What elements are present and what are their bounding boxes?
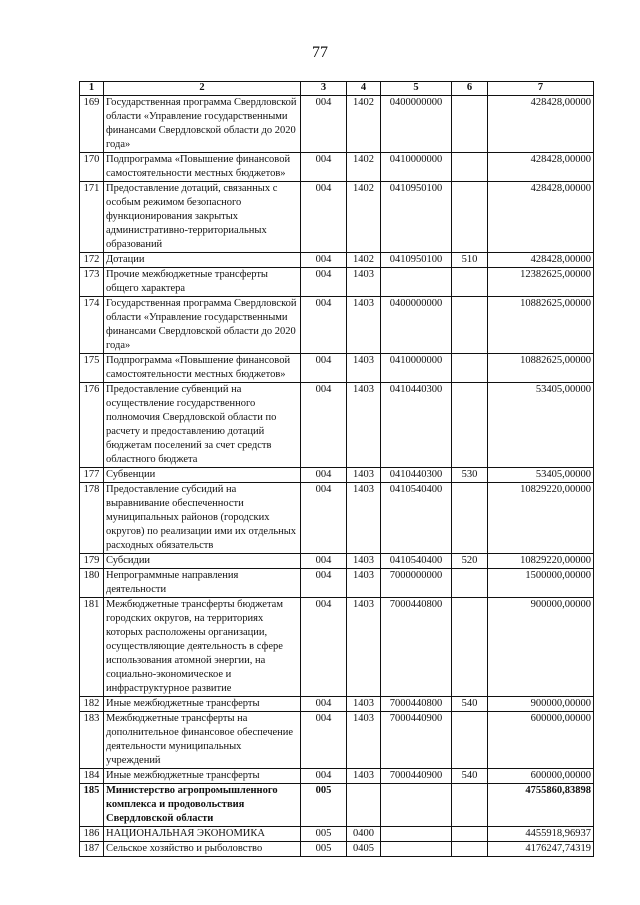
table-row bbox=[80, 554, 594, 569]
row-column-4: 1403 bbox=[347, 554, 381, 569]
row-column-3: 004 bbox=[301, 96, 347, 153]
row-sum: 428428,00000 bbox=[488, 182, 594, 253]
table-row bbox=[80, 784, 594, 827]
budget-table bbox=[79, 81, 594, 857]
row-column-6 bbox=[452, 598, 488, 697]
row-column-3: 004 bbox=[301, 354, 347, 383]
table-row bbox=[80, 182, 594, 253]
row-column-4: 1403 bbox=[347, 598, 381, 697]
row-name: Прочие межбюджетные трансферты общего характера bbox=[104, 268, 301, 297]
row-name: Предоставление субвенций на осуществление государственного полномочия Свердловской области по расчету и предоставлению дотаций бюджетам поселений за счет средств областного бюджета bbox=[104, 383, 301, 468]
row-column-6 bbox=[452, 268, 488, 297]
row-column-5: 0400000000 bbox=[381, 96, 452, 153]
row-column-4 bbox=[347, 784, 381, 827]
row-number: 171 bbox=[80, 182, 104, 253]
row-sum: 4455918,96937 bbox=[488, 827, 594, 842]
row-name: Сельское хозяйство и рыболовство bbox=[104, 842, 301, 857]
row-number: 182 bbox=[80, 697, 104, 712]
row-sum: 10829220,00000 bbox=[488, 483, 594, 554]
table-row bbox=[80, 483, 594, 554]
row-column-4: 1403 bbox=[347, 468, 381, 483]
row-number: 169 bbox=[80, 96, 104, 153]
row-number: 185 bbox=[80, 784, 104, 827]
table-row bbox=[80, 96, 594, 153]
column-header-7: 7 bbox=[488, 82, 594, 96]
row-name: Межбюджетные трансферты бюджетам городских округов, на территориях которых расположены организации, осуществляющие деятельность в сфере использования атомной энергии, на социально-экономическое и инфраструктурное развитие bbox=[104, 598, 301, 697]
row-number: 180 bbox=[80, 569, 104, 598]
column-header-6: 6 bbox=[452, 82, 488, 96]
row-sum: 428428,00000 bbox=[488, 153, 594, 182]
row-sum: 428428,00000 bbox=[488, 96, 594, 153]
table-row bbox=[80, 297, 594, 354]
column-header-4: 4 bbox=[347, 82, 381, 96]
row-column-4: 1402 bbox=[347, 96, 381, 153]
table-row bbox=[80, 253, 594, 268]
header-row bbox=[80, 82, 594, 96]
row-column-5: 0410000000 bbox=[381, 354, 452, 383]
row-column-5: 0410950100 bbox=[381, 182, 452, 253]
row-column-5: 0410000000 bbox=[381, 153, 452, 182]
table-body bbox=[80, 96, 594, 857]
row-column-6 bbox=[452, 483, 488, 554]
row-column-3: 005 bbox=[301, 827, 347, 842]
row-sum: 4755860,83898 bbox=[488, 784, 594, 827]
row-column-4: 1403 bbox=[347, 483, 381, 554]
row-column-4: 1403 bbox=[347, 712, 381, 769]
row-column-3: 004 bbox=[301, 253, 347, 268]
row-column-6 bbox=[452, 383, 488, 468]
column-header-5: 5 bbox=[381, 82, 452, 96]
row-column-4: 1402 bbox=[347, 182, 381, 253]
row-sum: 1500000,00000 bbox=[488, 569, 594, 598]
row-number: 181 bbox=[80, 598, 104, 697]
row-column-6 bbox=[452, 712, 488, 769]
row-column-6 bbox=[452, 569, 488, 598]
row-column-6 bbox=[452, 182, 488, 253]
row-column-6: 510 bbox=[452, 253, 488, 268]
row-column-4: 1402 bbox=[347, 153, 381, 182]
row-column-5: 0410540400 bbox=[381, 554, 452, 569]
row-column-4: 1403 bbox=[347, 769, 381, 784]
row-number: 179 bbox=[80, 554, 104, 569]
row-name: Иные межбюджетные трансферты bbox=[104, 769, 301, 784]
row-column-5: 0400000000 bbox=[381, 297, 452, 354]
row-name: Подпрограмма «Повышение финансовой самостоятельности местных бюджетов» bbox=[104, 153, 301, 182]
row-column-4: 0400 bbox=[347, 827, 381, 842]
table-row bbox=[80, 268, 594, 297]
row-column-4: 0405 bbox=[347, 842, 381, 857]
row-column-6: 540 bbox=[452, 697, 488, 712]
row-column-3: 004 bbox=[301, 712, 347, 769]
table-row bbox=[80, 697, 594, 712]
row-column-5: 0410440300 bbox=[381, 468, 452, 483]
row-sum: 4176247,74319 bbox=[488, 842, 594, 857]
row-number: 187 bbox=[80, 842, 104, 857]
table-row bbox=[80, 354, 594, 383]
row-column-4: 1403 bbox=[347, 354, 381, 383]
row-column-5: 0410950100 bbox=[381, 253, 452, 268]
table-row bbox=[80, 827, 594, 842]
row-sum: 600000,00000 bbox=[488, 712, 594, 769]
row-number: 173 bbox=[80, 268, 104, 297]
row-column-4: 1402 bbox=[347, 253, 381, 268]
row-column-6: 540 bbox=[452, 769, 488, 784]
row-number: 178 bbox=[80, 483, 104, 554]
row-name: Межбюджетные трансферты на дополнительное финансовое обеспечение деятельности муниципальных учреждений bbox=[104, 712, 301, 769]
row-sum: 10882625,00000 bbox=[488, 354, 594, 383]
row-column-3: 004 bbox=[301, 598, 347, 697]
row-column-5: 7000440900 bbox=[381, 769, 452, 784]
row-number: 183 bbox=[80, 712, 104, 769]
row-number: 177 bbox=[80, 468, 104, 483]
row-column-3: 004 bbox=[301, 153, 347, 182]
row-column-5: 0410540400 bbox=[381, 483, 452, 554]
row-column-3: 004 bbox=[301, 182, 347, 253]
row-column-3: 004 bbox=[301, 697, 347, 712]
row-sum: 900000,00000 bbox=[488, 697, 594, 712]
row-column-5: 7000440900 bbox=[381, 712, 452, 769]
table-row bbox=[80, 383, 594, 468]
table-row bbox=[80, 598, 594, 697]
row-column-5 bbox=[381, 827, 452, 842]
row-sum: 600000,00000 bbox=[488, 769, 594, 784]
row-column-3: 004 bbox=[301, 554, 347, 569]
table-row bbox=[80, 468, 594, 483]
row-column-3: 004 bbox=[301, 569, 347, 598]
row-column-3: 005 bbox=[301, 842, 347, 857]
row-column-5 bbox=[381, 268, 452, 297]
row-sum: 900000,00000 bbox=[488, 598, 594, 697]
row-column-6: 520 bbox=[452, 554, 488, 569]
column-header-3: 3 bbox=[301, 82, 347, 96]
table-header bbox=[80, 82, 594, 96]
row-name: Государственная программа Свердловской области «Управление государственными финансами Свердловской области до 2020 года» bbox=[104, 96, 301, 153]
row-column-3: 004 bbox=[301, 769, 347, 784]
row-name: Министерство агропромышленного комплекса и продовольствия Свердловской области bbox=[104, 784, 301, 827]
row-sum: 12382625,00000 bbox=[488, 268, 594, 297]
row-number: 174 bbox=[80, 297, 104, 354]
row-column-6 bbox=[452, 297, 488, 354]
row-name: Непрограммные направления деятельности bbox=[104, 569, 301, 598]
row-sum: 53405,00000 bbox=[488, 383, 594, 468]
page-number: 77 bbox=[312, 44, 328, 61]
table-row bbox=[80, 712, 594, 769]
row-sum: 10829220,00000 bbox=[488, 554, 594, 569]
row-column-6 bbox=[452, 96, 488, 153]
row-number: 172 bbox=[80, 253, 104, 268]
table-row bbox=[80, 842, 594, 857]
row-sum: 53405,00000 bbox=[488, 468, 594, 483]
row-number: 186 bbox=[80, 827, 104, 842]
table-row bbox=[80, 569, 594, 598]
row-column-3: 004 bbox=[301, 268, 347, 297]
row-name: Подпрограмма «Повышение финансовой самостоятельности местных бюджетов» bbox=[104, 354, 301, 383]
column-header-2: 2 bbox=[104, 82, 301, 96]
row-sum: 428428,00000 bbox=[488, 253, 594, 268]
table-row bbox=[80, 769, 594, 784]
row-column-6 bbox=[452, 153, 488, 182]
row-column-6 bbox=[452, 354, 488, 383]
row-column-5 bbox=[381, 842, 452, 857]
row-name: Субсидии bbox=[104, 554, 301, 569]
row-column-5: 7000440800 bbox=[381, 697, 452, 712]
row-column-4: 1403 bbox=[347, 569, 381, 598]
row-number: 184 bbox=[80, 769, 104, 784]
row-sum: 10882625,00000 bbox=[488, 297, 594, 354]
column-header-1: 1 bbox=[80, 82, 104, 96]
row-column-3: 005 bbox=[301, 784, 347, 827]
row-name: Дотации bbox=[104, 253, 301, 268]
row-name: Государственная программа Свердловской области «Управление государственными финансами Свердловской области до 2020 года» bbox=[104, 297, 301, 354]
row-name: Предоставление субсидий на выравнивание обеспеченности муниципальных районов (городских округов) по реализации ими их отдельных расходных обязательств bbox=[104, 483, 301, 554]
row-column-4: 1403 bbox=[347, 697, 381, 712]
row-column-4: 1403 bbox=[347, 297, 381, 354]
row-column-3: 004 bbox=[301, 468, 347, 483]
row-name: Предоставление дотаций, связанных с особым режимом безопасного функционирования закрытых административно-территориальных образований bbox=[104, 182, 301, 253]
row-name: Иные межбюджетные трансферты bbox=[104, 697, 301, 712]
row-number: 170 bbox=[80, 153, 104, 182]
row-column-6: 530 bbox=[452, 468, 488, 483]
row-number: 175 bbox=[80, 354, 104, 383]
row-column-5: 7000000000 bbox=[381, 569, 452, 598]
row-name: Субвенции bbox=[104, 468, 301, 483]
row-column-6 bbox=[452, 842, 488, 857]
row-column-5: 0410440300 bbox=[381, 383, 452, 468]
row-number: 176 bbox=[80, 383, 104, 468]
row-column-4: 1403 bbox=[347, 383, 381, 468]
row-column-3: 004 bbox=[301, 483, 347, 554]
row-column-6 bbox=[452, 827, 488, 842]
row-column-4: 1403 bbox=[347, 268, 381, 297]
row-column-5 bbox=[381, 784, 452, 827]
table-row bbox=[80, 153, 594, 182]
row-column-3: 004 bbox=[301, 297, 347, 354]
row-column-6 bbox=[452, 784, 488, 827]
row-column-3: 004 bbox=[301, 383, 347, 468]
row-column-5: 7000440800 bbox=[381, 598, 452, 697]
row-name: НАЦИОНАЛЬНАЯ ЭКОНОМИКА bbox=[104, 827, 301, 842]
